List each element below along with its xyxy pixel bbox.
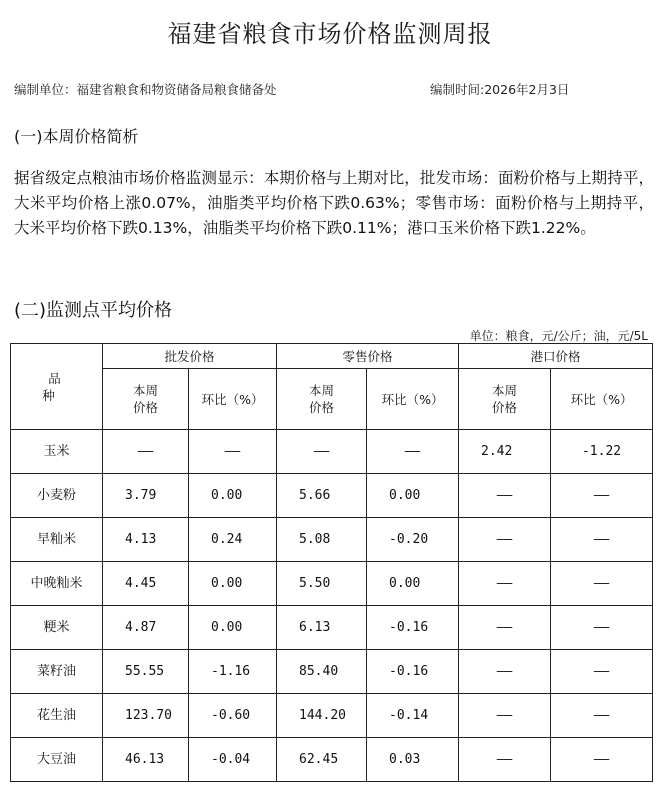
wholesale-change-cell: 0.00	[189, 474, 277, 518]
subheader-retail-change: 环比（%）	[367, 369, 459, 430]
group-header-wholesale: 批发价格	[103, 344, 277, 369]
port-price-cell: ——	[459, 474, 551, 518]
wholesale-price-cell: 4.13	[103, 518, 189, 562]
variety-name: 粳米	[11, 606, 103, 650]
retail-change-cell: 0.00	[367, 562, 459, 606]
group-header-retail: 零售价格	[277, 344, 459, 369]
port-change-cell: -1.22	[551, 430, 653, 474]
table-row	[11, 474, 653, 518]
retail-change-cell: -0.16	[367, 650, 459, 694]
port-price-cell: ——	[459, 650, 551, 694]
retail-price-cell: 5.66	[277, 474, 367, 518]
variety-name: 大豆油	[11, 738, 103, 782]
retail-change-cell: 0.00	[367, 474, 459, 518]
variety-name: 小麦粉	[11, 474, 103, 518]
retail-change-cell: 0.03	[367, 738, 459, 782]
port-change-cell: ——	[551, 562, 653, 606]
section-heading-prices: (二)监测点平均价格	[14, 300, 173, 321]
subheader-port-change: 环比（%）	[551, 369, 653, 430]
wholesale-change-cell: -0.04	[189, 738, 277, 782]
subheader-retail-price: 本周 价格	[277, 369, 367, 430]
subheader-wholesale-price: 本周 价格	[103, 369, 189, 430]
subheader-port-price: 本周 价格	[459, 369, 551, 430]
table-row	[11, 518, 653, 562]
port-change-cell: ——	[551, 738, 653, 782]
wholesale-price-cell: 4.45	[103, 562, 189, 606]
variety-name: 玉米	[11, 430, 103, 474]
variety-name: 早籼米	[11, 518, 103, 562]
compiler-unit: 编制单位：福建省粮食和物资储备局粮食储备处	[14, 82, 277, 97]
port-price-cell: ——	[459, 738, 551, 782]
retail-price-cell: 5.08	[277, 518, 367, 562]
price-table	[10, 343, 653, 782]
retail-price-cell: ——	[277, 430, 367, 474]
table-subheader-row	[11, 369, 653, 430]
retail-price-cell: 85.40	[277, 650, 367, 694]
variety-name: 中晚籼米	[11, 562, 103, 606]
port-price-cell: ——	[459, 694, 551, 738]
retail-change-cell: -0.14	[367, 694, 459, 738]
wholesale-change-cell: 0.00	[189, 606, 277, 650]
wholesale-price-cell: 4.87	[103, 606, 189, 650]
port-price-cell: ——	[459, 562, 551, 606]
wholesale-price-cell: 123.70	[103, 694, 189, 738]
port-price-cell: ——	[459, 606, 551, 650]
report-title: 福建省粮食市场价格监测周报	[167, 20, 493, 48]
port-change-cell: ——	[551, 474, 653, 518]
table-row	[11, 562, 653, 606]
compile-time: 编制时间:2026年2月3日	[430, 82, 570, 97]
units-note: 单位：粮食，元/公斤；油，元/5L	[469, 329, 648, 343]
port-price-cell: ——	[459, 518, 551, 562]
wholesale-price-cell: 46.13	[103, 738, 189, 782]
wholesale-change-cell: -0.60	[189, 694, 277, 738]
retail-price-cell: 144.20	[277, 694, 367, 738]
table-row	[11, 606, 653, 650]
group-header-port: 港口价格	[459, 344, 653, 369]
retail-price-cell: 6.13	[277, 606, 367, 650]
retail-price-cell: 62.45	[277, 738, 367, 782]
table-header-row	[11, 344, 653, 369]
variety-name: 菜籽油	[11, 650, 103, 694]
port-change-cell: ——	[551, 606, 653, 650]
port-price-cell: 2.42	[459, 430, 551, 474]
wholesale-price-cell: ——	[103, 430, 189, 474]
subheader-wholesale-change: 环比（%）	[189, 369, 277, 430]
wholesale-change-cell: 0.00	[189, 562, 277, 606]
table-row	[11, 694, 653, 738]
wholesale-change-cell: ——	[189, 430, 277, 474]
retail-change-cell: -0.20	[367, 518, 459, 562]
port-change-cell: ——	[551, 650, 653, 694]
wholesale-price-cell: 3.79	[103, 474, 189, 518]
retail-change-cell: -0.16	[367, 606, 459, 650]
wholesale-change-cell: -1.16	[189, 650, 277, 694]
section-heading-summary: (一)本周价格简析	[14, 127, 139, 146]
variety-name: 花生油	[11, 694, 103, 738]
table-row	[11, 430, 653, 474]
price-summary-paragraph: 据省级定点粮油市场价格监测显示：本期价格与上期对比，批发市场：面粉价格与上期持平，大米平均价格上涨0.07%，油脂类平均价格下跌0.63%；零售市场：面粉价格与上期持平，大米平均价格下跌0.13%，油脂类平均价格下跌0.11%；港口玉米价格下跌1.22%。	[14, 169, 654, 237]
retail-change-cell: ——	[367, 430, 459, 474]
port-change-cell: ——	[551, 518, 653, 562]
wholesale-price-cell: 55.55	[103, 650, 189, 694]
retail-price-cell: 5.50	[277, 562, 367, 606]
variety-header: 品 种	[11, 344, 103, 430]
table-row	[11, 650, 653, 694]
table-row	[11, 738, 653, 782]
port-change-cell: ——	[551, 694, 653, 738]
wholesale-change-cell: 0.24	[189, 518, 277, 562]
